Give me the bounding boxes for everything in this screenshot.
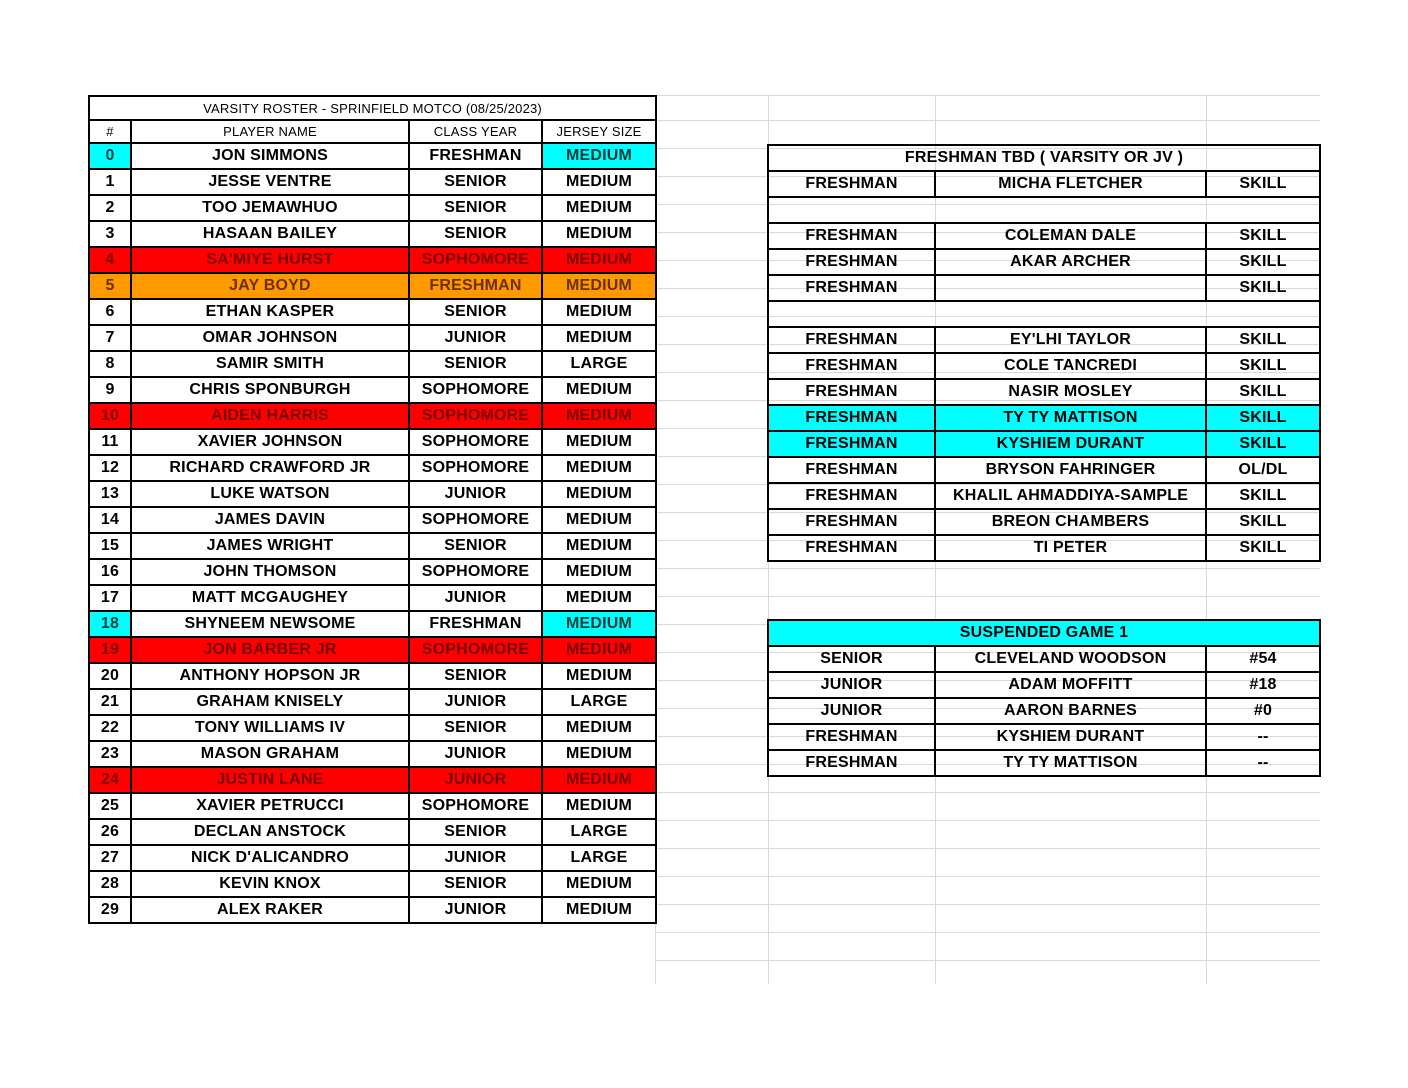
player-name: JAMES DAVIN <box>131 507 409 533</box>
player-name: TONY WILLIAMS IV <box>131 715 409 741</box>
jersey-size: MEDIUM <box>542 377 656 403</box>
class-year: SOPHOMORE <box>409 429 542 455</box>
class-year: SOPHOMORE <box>409 247 542 273</box>
jersey-size: MEDIUM <box>542 507 656 533</box>
player-name: EY'LHI TAYLOR <box>935 327 1206 353</box>
player-number: 11 <box>89 429 131 455</box>
suspended-game-table <box>767 619 1321 777</box>
class-year: JUNIOR <box>768 698 935 724</box>
jersey-size: MEDIUM <box>542 195 656 221</box>
empty-cell <box>1206 301 1320 327</box>
jersey-size: LARGE <box>542 819 656 845</box>
player-name: SA'MIYE HURST <box>131 247 409 273</box>
class-year: SENIOR <box>768 646 935 672</box>
position: SKILL <box>1206 249 1320 275</box>
player-name: SAMIR SMITH <box>131 351 409 377</box>
player-name <box>935 275 1206 301</box>
table-row <box>768 197 1320 223</box>
player-name: TOO JEMAWHUO <box>131 195 409 221</box>
col-header-jersey-size: JERSEY SIZE <box>542 120 656 143</box>
gridline <box>656 848 1320 849</box>
class-year: FRESHMAN <box>768 405 935 431</box>
class-year: JUNIOR <box>768 672 935 698</box>
player-name: GRAHAM KNISELY <box>131 689 409 715</box>
empty-cell <box>1206 197 1320 223</box>
position: SKILL <box>1206 431 1320 457</box>
table-row <box>89 845 656 871</box>
jersey-size: MEDIUM <box>542 637 656 663</box>
player-number: 27 <box>89 845 131 871</box>
player-name: AIDEN HARRIS <box>131 403 409 429</box>
table-row <box>89 767 656 793</box>
player-number: 17 <box>89 585 131 611</box>
player-name: ETHAN KASPER <box>131 299 409 325</box>
table-row <box>89 403 656 429</box>
table-row <box>768 724 1320 750</box>
position: SKILL <box>1206 379 1320 405</box>
col-header-class-year: CLASS YEAR <box>409 120 542 143</box>
table-row <box>89 299 656 325</box>
table-row <box>768 672 1320 698</box>
jersey-size: LARGE <box>542 351 656 377</box>
class-year: FRESHMAN <box>768 535 935 561</box>
table-row <box>768 750 1320 776</box>
class-year: FRESHMAN <box>768 457 935 483</box>
empty-cell <box>768 197 935 223</box>
table-row <box>89 507 656 533</box>
class-year: SENIOR <box>409 351 542 377</box>
player-name: TY TY MATTISON <box>935 750 1206 776</box>
player-number: 10 <box>89 403 131 429</box>
player-name: LUKE WATSON <box>131 481 409 507</box>
table-row <box>89 247 656 273</box>
jersey-size: MEDIUM <box>542 715 656 741</box>
class-year: FRESHMAN <box>768 750 935 776</box>
player-name: DECLAN ANSTOCK <box>131 819 409 845</box>
player-name: KYSHIEM DURANT <box>935 431 1206 457</box>
class-year: SENIOR <box>409 663 542 689</box>
table-row <box>89 741 656 767</box>
player-name: KHALIL AHMADDIYA-SAMPLE <box>935 483 1206 509</box>
gridline <box>656 904 1320 905</box>
table-row <box>768 171 1320 197</box>
player-name: AARON BARNES <box>935 698 1206 724</box>
jersey-number: -- <box>1206 750 1320 776</box>
table-row <box>89 611 656 637</box>
player-name: OMAR JOHNSON <box>131 325 409 351</box>
table-row <box>89 689 656 715</box>
table-row <box>89 455 656 481</box>
empty-cell <box>935 197 1206 223</box>
jersey-size: MEDIUM <box>542 429 656 455</box>
class-year: FRESHMAN <box>768 724 935 750</box>
freshman-tbd-title: FRESHMAN TBD ( VARSITY OR JV ) <box>768 145 1320 171</box>
table-row <box>89 481 656 507</box>
player-number: 14 <box>89 507 131 533</box>
player-name: JESSE VENTRE <box>131 169 409 195</box>
player-name: TI PETER <box>935 535 1206 561</box>
player-number: 18 <box>89 611 131 637</box>
class-year: JUNIOR <box>409 689 542 715</box>
table-row <box>89 221 656 247</box>
position: SKILL <box>1206 535 1320 561</box>
jersey-size: MEDIUM <box>542 897 656 923</box>
player-number: 12 <box>89 455 131 481</box>
position: SKILL <box>1206 509 1320 535</box>
player-name: MICHA FLETCHER <box>935 171 1206 197</box>
table-row <box>89 585 656 611</box>
player-name: JAMES WRIGHT <box>131 533 409 559</box>
player-number: 22 <box>89 715 131 741</box>
player-number: 15 <box>89 533 131 559</box>
gridline <box>656 876 1320 877</box>
jersey-size: MEDIUM <box>542 559 656 585</box>
table-row <box>89 533 656 559</box>
player-number: 5 <box>89 273 131 299</box>
table-row <box>768 457 1320 483</box>
player-name: COLEMAN DALE <box>935 223 1206 249</box>
position: SKILL <box>1206 353 1320 379</box>
player-name: XAVIER PETRUCCI <box>131 793 409 819</box>
player-number: 9 <box>89 377 131 403</box>
player-number: 23 <box>89 741 131 767</box>
player-number: 26 <box>89 819 131 845</box>
gridline <box>656 932 1320 933</box>
table-row <box>768 535 1320 561</box>
player-name: BRYSON FAHRINGER <box>935 457 1206 483</box>
player-number: 24 <box>89 767 131 793</box>
class-year: SOPHOMORE <box>409 559 542 585</box>
player-name: MASON GRAHAM <box>131 741 409 767</box>
player-name: XAVIER JOHNSON <box>131 429 409 455</box>
player-name: JUSTIN LANE <box>131 767 409 793</box>
jersey-size: MEDIUM <box>542 481 656 507</box>
roster-title: VARSITY ROSTER - SPRINFIELD MOTCO (08/25/2023) <box>89 96 656 120</box>
player-number: 6 <box>89 299 131 325</box>
position: SKILL <box>1206 327 1320 353</box>
table-row <box>768 483 1320 509</box>
class-year: SENIOR <box>409 195 542 221</box>
class-year: JUNIOR <box>409 741 542 767</box>
player-name: NICK D'ALICANDRO <box>131 845 409 871</box>
table-row <box>89 871 656 897</box>
table-row <box>768 379 1320 405</box>
empty-cell <box>768 301 935 327</box>
jersey-size: MEDIUM <box>542 455 656 481</box>
class-year: SOPHOMORE <box>409 507 542 533</box>
class-year: SENIOR <box>409 819 542 845</box>
gridline <box>656 120 1320 121</box>
class-year: FRESHMAN <box>768 275 935 301</box>
table-row <box>89 273 656 299</box>
class-year: SENIOR <box>409 221 542 247</box>
jersey-size: MEDIUM <box>542 169 656 195</box>
table-row <box>768 509 1320 535</box>
player-name: CLEVELAND WOODSON <box>935 646 1206 672</box>
table-row <box>89 351 656 377</box>
jersey-size: MEDIUM <box>542 533 656 559</box>
player-name: ADAM MOFFITT <box>935 672 1206 698</box>
varsity-roster-table <box>88 95 657 924</box>
jersey-size: LARGE <box>542 845 656 871</box>
jersey-size: MEDIUM <box>542 741 656 767</box>
class-year: SOPHOMORE <box>409 637 542 663</box>
gridline <box>656 820 1320 821</box>
class-year: JUNIOR <box>409 767 542 793</box>
player-number: 25 <box>89 793 131 819</box>
class-year: FRESHMAN <box>768 249 935 275</box>
class-year: SOPHOMORE <box>409 377 542 403</box>
jersey-size: MEDIUM <box>542 585 656 611</box>
gridline <box>656 568 1320 569</box>
player-name: HASAAN BAILEY <box>131 221 409 247</box>
table-row <box>89 663 656 689</box>
table-row <box>768 353 1320 379</box>
jersey-number: -- <box>1206 724 1320 750</box>
table-row <box>89 819 656 845</box>
player-name: TY TY MATTISON <box>935 405 1206 431</box>
player-number: 0 <box>89 143 131 169</box>
col-header-player-name: PLAYER NAME <box>131 120 409 143</box>
player-name: JOHN THOMSON <box>131 559 409 585</box>
table-row <box>89 429 656 455</box>
class-year: FRESHMAN <box>768 353 935 379</box>
jersey-size: MEDIUM <box>542 325 656 351</box>
position: OL/DL <box>1206 457 1320 483</box>
position: SKILL <box>1206 223 1320 249</box>
freshman-tbd-table <box>767 144 1321 562</box>
col-header-number: # <box>89 120 131 143</box>
class-year: JUNIOR <box>409 585 542 611</box>
class-year: FRESHMAN <box>409 611 542 637</box>
gridline <box>656 960 1320 961</box>
player-name: CHRIS SPONBURGH <box>131 377 409 403</box>
position: SKILL <box>1206 171 1320 197</box>
player-number: 29 <box>89 897 131 923</box>
class-year: FRESHMAN <box>768 171 935 197</box>
table-row <box>89 897 656 923</box>
jersey-size: MEDIUM <box>542 299 656 325</box>
jersey-size: MEDIUM <box>542 403 656 429</box>
class-year: JUNIOR <box>409 845 542 871</box>
player-name: JON BARBER JR <box>131 637 409 663</box>
jersey-number: #18 <box>1206 672 1320 698</box>
jersey-size: MEDIUM <box>542 767 656 793</box>
player-number: 1 <box>89 169 131 195</box>
suspended-title: SUSPENDED GAME 1 <box>768 620 1320 646</box>
class-year: JUNIOR <box>409 325 542 351</box>
jersey-size: MEDIUM <box>542 221 656 247</box>
table-row <box>89 637 656 663</box>
table-row <box>89 169 656 195</box>
jersey-number: #0 <box>1206 698 1320 724</box>
table-row <box>768 646 1320 672</box>
player-number: 8 <box>89 351 131 377</box>
player-name: JAY BOYD <box>131 273 409 299</box>
player-name: ALEX RAKER <box>131 897 409 923</box>
table-row <box>768 223 1320 249</box>
player-name: MATT MCGAUGHEY <box>131 585 409 611</box>
player-number: 13 <box>89 481 131 507</box>
table-row <box>768 249 1320 275</box>
player-number: 19 <box>89 637 131 663</box>
class-year: SOPHOMORE <box>409 793 542 819</box>
empty-cell <box>935 301 1206 327</box>
jersey-size: MEDIUM <box>542 871 656 897</box>
table-row <box>89 325 656 351</box>
position: SKILL <box>1206 275 1320 301</box>
table-row <box>768 301 1320 327</box>
jersey-size: MEDIUM <box>542 793 656 819</box>
player-name: KYSHIEM DURANT <box>935 724 1206 750</box>
table-row <box>89 559 656 585</box>
player-name: JON SIMMONS <box>131 143 409 169</box>
jersey-size: MEDIUM <box>542 611 656 637</box>
class-year: FRESHMAN <box>768 327 935 353</box>
player-name: RICHARD CRAWFORD JR <box>131 455 409 481</box>
class-year: FRESHMAN <box>768 223 935 249</box>
class-year: SOPHOMORE <box>409 455 542 481</box>
class-year: JUNIOR <box>409 481 542 507</box>
class-year: FRESHMAN <box>409 273 542 299</box>
class-year: SENIOR <box>409 169 542 195</box>
class-year: JUNIOR <box>409 897 542 923</box>
table-row <box>768 405 1320 431</box>
gridline <box>656 596 1320 597</box>
table-row <box>89 195 656 221</box>
player-number: 2 <box>89 195 131 221</box>
position: SKILL <box>1206 405 1320 431</box>
table-row <box>89 377 656 403</box>
table-row <box>89 793 656 819</box>
table-row <box>768 698 1320 724</box>
class-year: SENIOR <box>409 871 542 897</box>
jersey-size: LARGE <box>542 689 656 715</box>
player-name: AKAR ARCHER <box>935 249 1206 275</box>
class-year: FRESHMAN <box>768 483 935 509</box>
table-row <box>768 327 1320 353</box>
player-name: NASIR MOSLEY <box>935 379 1206 405</box>
jersey-number: #54 <box>1206 646 1320 672</box>
table-row <box>89 143 656 169</box>
class-year: FRESHMAN <box>768 509 935 535</box>
player-number: 16 <box>89 559 131 585</box>
player-name: SHYNEEM NEWSOME <box>131 611 409 637</box>
table-row <box>89 715 656 741</box>
player-name: ANTHONY HOPSON JR <box>131 663 409 689</box>
class-year: SENIOR <box>409 715 542 741</box>
player-name: KEVIN KNOX <box>131 871 409 897</box>
player-number: 4 <box>89 247 131 273</box>
class-year: FRESHMAN <box>768 431 935 457</box>
position: SKILL <box>1206 483 1320 509</box>
class-year: FRESHMAN <box>409 143 542 169</box>
player-number: 7 <box>89 325 131 351</box>
player-number: 3 <box>89 221 131 247</box>
player-number: 20 <box>89 663 131 689</box>
player-number: 21 <box>89 689 131 715</box>
class-year: FRESHMAN <box>768 379 935 405</box>
class-year: SENIOR <box>409 299 542 325</box>
jersey-size: MEDIUM <box>542 143 656 169</box>
player-name: BREON CHAMBERS <box>935 509 1206 535</box>
jersey-size: MEDIUM <box>542 273 656 299</box>
player-number: 28 <box>89 871 131 897</box>
table-row <box>768 275 1320 301</box>
table-row <box>768 431 1320 457</box>
player-name: COLE TANCREDI <box>935 353 1206 379</box>
jersey-size: MEDIUM <box>542 663 656 689</box>
jersey-size: MEDIUM <box>542 247 656 273</box>
class-year: SENIOR <box>409 533 542 559</box>
class-year: SOPHOMORE <box>409 403 542 429</box>
gridline <box>656 792 1320 793</box>
